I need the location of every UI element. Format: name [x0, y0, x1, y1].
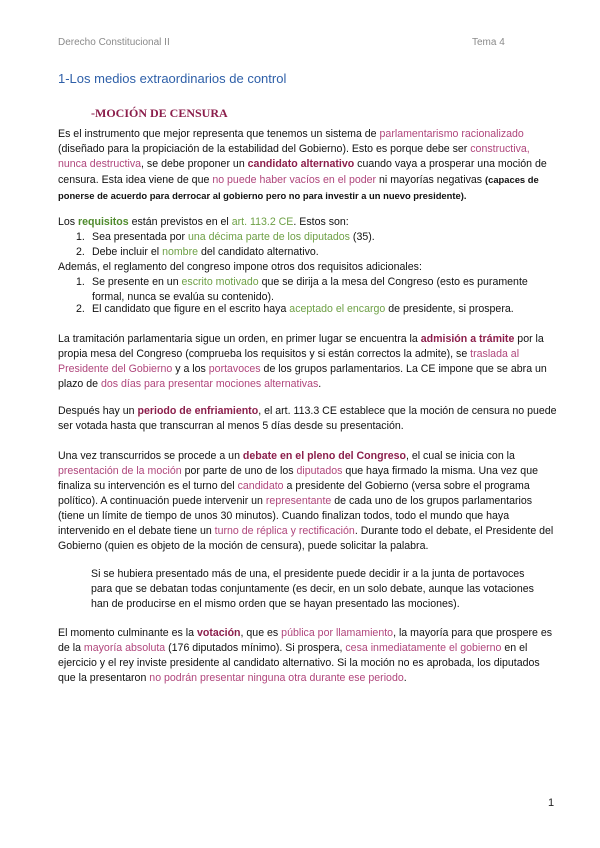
list-item: 2. El candidato que figure en el escrito haya aceptado el encargo de presidente, si prospera. — [76, 303, 514, 315]
paragraph-debate: Una vez transcurridos se procede a un debate en el pleno del Congreso, el cual se inicia con la presentación de la moción por parte de uno de los diputados que haya firmado la misma. Una vez que finaliza su intervención es el turno del candidato a presidente del Gobierno (versa sobre el programa político). A continuación puede intervenir un representante de cada uno de los grupos parlamentarios (tiene un límite de tiempo de unos 30 minutos). Cuando finalizan todos, todo el mundo que haya intervenido en el debate tiene un turno de réplica y rectificación. Durante todo el debate, el Presidente del Gobierno (quien es objeto de la moción de censura), puede solicitar la palabra. — [58, 450, 557, 552]
paragraph-requisitos: Los requisitos están previstos en el art. 113.2 CE. Estos son: — [58, 216, 349, 228]
section-title: 1-Los medios extraordinarios de control — [58, 71, 287, 86]
paragraph-tramitacion: La tramitación parlamentaria sigue un orden, en primer lugar se encuentra la admisión a trámite por la propia mesa del Congreso (comprueba los requisitos y si están correctos la admite), se traslada al Presidente del Gobierno y a los portavoces de los grupos parlamentarios. La CE impone que se abra un plazo de dos días para presentar mociones alternativas. — [58, 333, 550, 390]
list-item: 1. Se presente en un escrito motivado que se dirija a la mesa del Congreso (esto es puramente formal, nunca se evalúa su contenido). — [76, 276, 528, 303]
page-number: 1 — [548, 797, 555, 809]
paragraph-votacion: El momento culminante es la votación, que es pública por llamamiento, la mayoría para que prospere es de la mayoría absoluta (176 diputados mínimo). Si prospera, cesa inmediatamente el gobierno en el ejercicio y el rey inviste presidente al candidato alternativo. Si la moción no es aprobada, los diputados que la presentaron no podrán presentar ninguna otra durante ese periodo. — [58, 627, 556, 684]
paragraph-adicionales: Además, el reglamento del congreso impone otros dos requisitos adicionales: — [58, 261, 422, 273]
subsection-title: -MOCIÓN DE CENSURA — [91, 106, 228, 120]
list-item: 2. Debe incluir el nombre del candidato alternativo. — [76, 246, 319, 258]
paragraph-mociones-alternativas: Si se hubiera presentado más de una, el presidente puede decidir ir a la junta de portavoces para que se debatan todas conjuntamente (es decir, en un solo debate, aunque las votaciones han de producirse en el mismo orden que se hayan presentado las mociones). — [91, 568, 534, 610]
list-item: 1. Sea presentada por una décima parte de los diputados (35). — [76, 231, 375, 243]
header-topic: Tema 4 — [472, 37, 505, 48]
header-course: Derecho Constitucional II — [58, 37, 170, 48]
paragraph-intro: Es el instrumento que mejor representa que tenemos un sistema de parlamentarismo racionalizado (diseñado para la propiciación de la estabilidad del Gobierno). Esto es porque debe ser constructiva, nunca destructiva, se debe proponer un candidato alternativo cuando vaya a prosperar una moción de censura. Esta idea viene de que no puede haber vacíos en el poder ni mayorías negativas (capaces de ponerse de acuerdo para derrocar al gobierno pero no para investir a un nuevo presidente). — [58, 128, 550, 201]
paragraph-enfriamiento: Después hay un periodo de enfriamiento, el art. 113.3 CE establece que la moción de censura no puede ser votada hasta que transcurran al menos 5 días desde su presentación. — [58, 405, 560, 432]
